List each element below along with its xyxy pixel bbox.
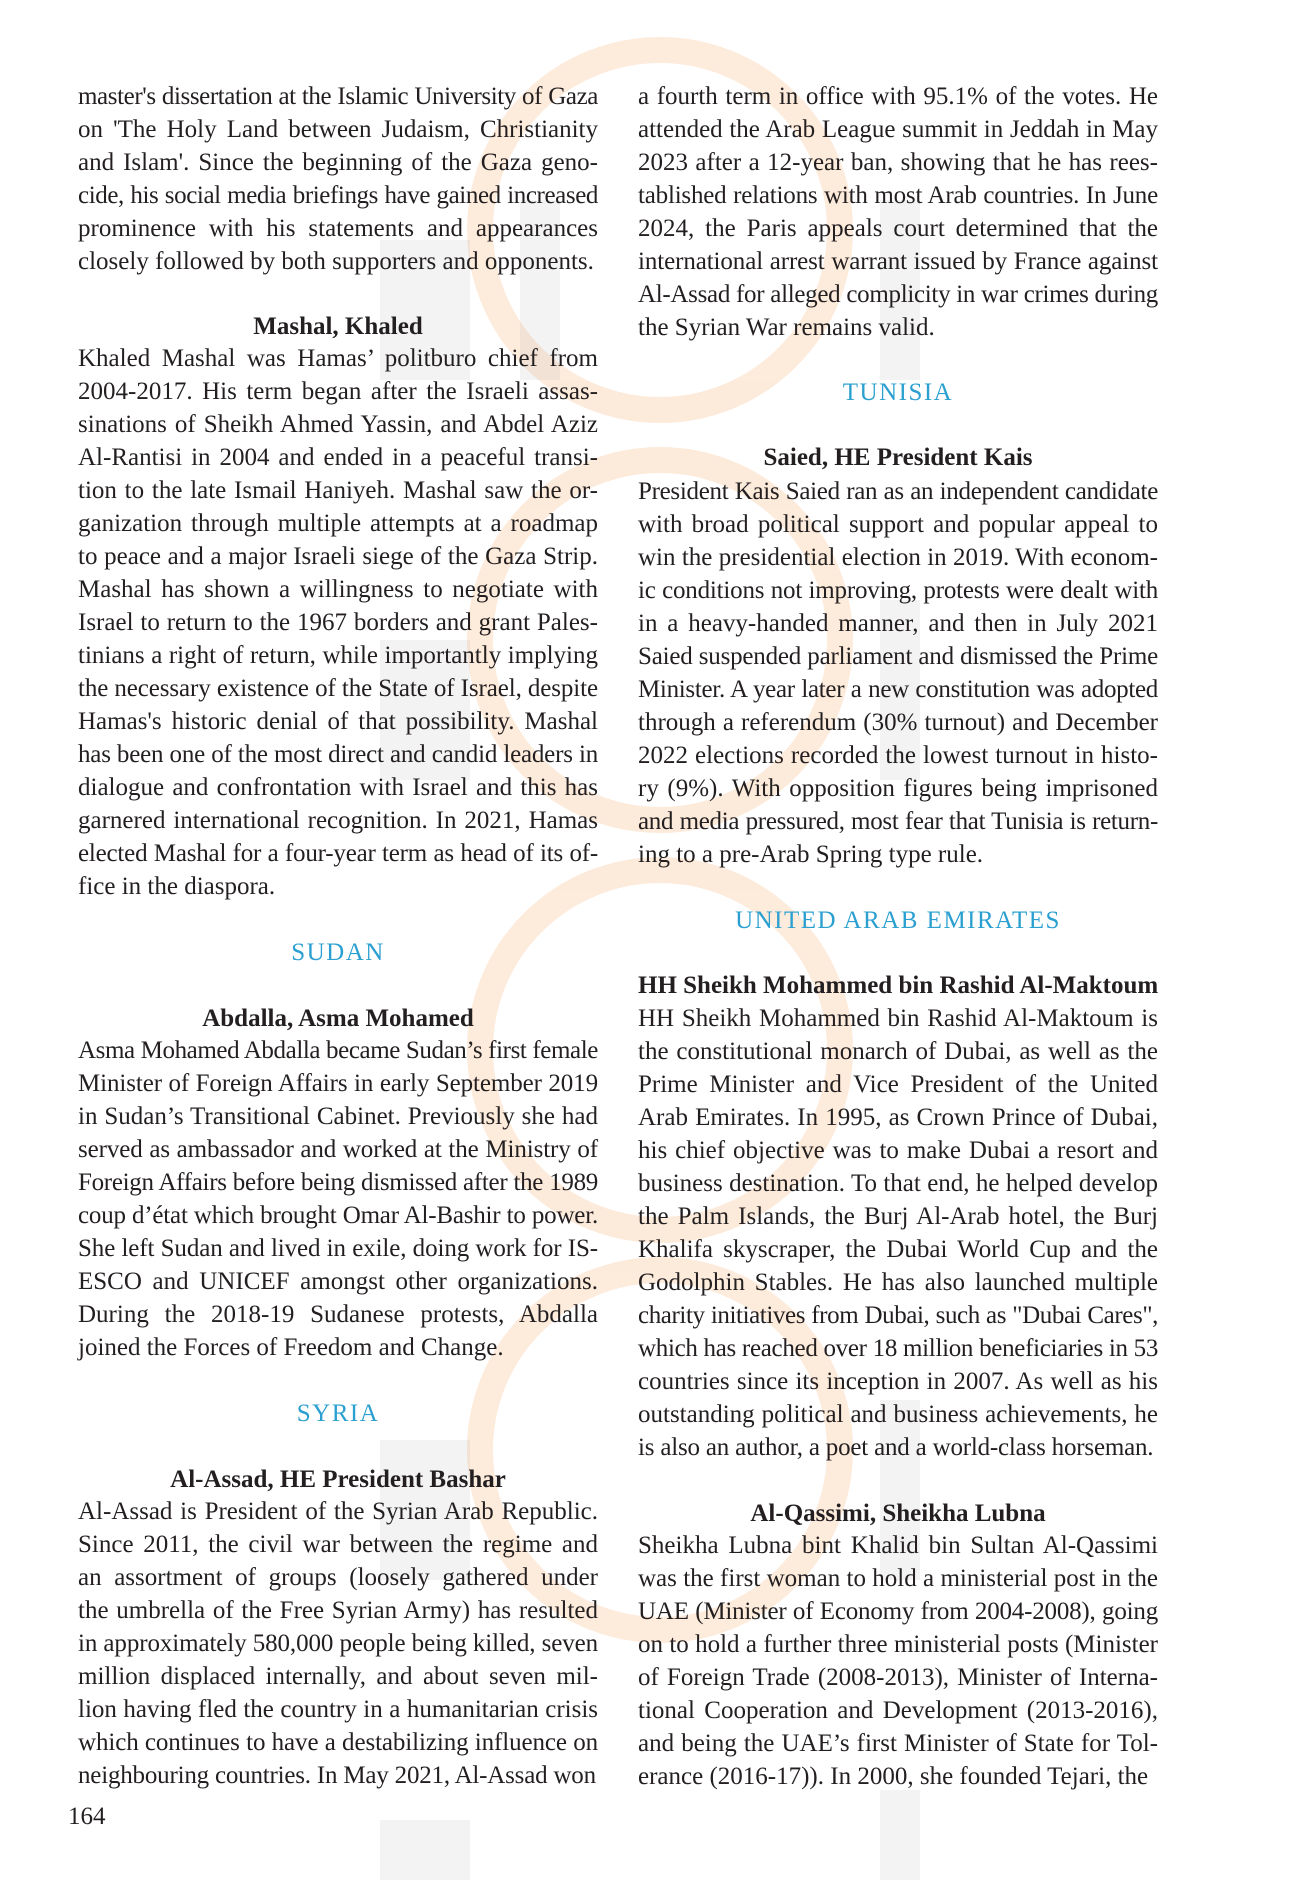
text-line: the Palm Islands, the Burj Al-Arab hotel, the Burj: [638, 1203, 1158, 1230]
text-line: and being the UAE’s first Minister of State for Tol-: [638, 1730, 1158, 1757]
text-line: outstanding political and business achievements, he: [638, 1401, 1158, 1428]
text-line: 2023 after a 12-year ban, showing that he has rees-: [638, 149, 1158, 176]
text-line: tablished relations with most Arab countries. In June: [638, 182, 1158, 209]
text-line: and media pressured, most fear that Tunisia is return-: [638, 808, 1158, 835]
text-line: Sheikha Lubna bint Khalid bin Sultan Al-Qassimi: [638, 1532, 1158, 1559]
text-line: ic conditions not improving, protests were dealt with: [638, 577, 1158, 604]
entry-heading-tunisia: Saied, HE President Kais: [763, 444, 1033, 471]
text-line: Since 2011, the civil war between the regime and: [78, 1531, 598, 1558]
text-line: in approximately 580,000 people being killed, seven: [78, 1630, 598, 1657]
text-line: During the 2018-19 Sudanese protests, Abdalla: [78, 1301, 598, 1328]
section-heading-syria: SYRIA: [296, 1400, 380, 1427]
paragraph-sudan: [78, 1034, 598, 1364]
text-line: charity initiatives from Dubai, such as "Dubai Cares",: [638, 1302, 1158, 1329]
text-line: ing to a pre-Arab Spring type rule.: [638, 841, 984, 868]
text-line: and Islam'. Since the beginning of the Gaza geno-: [78, 149, 598, 176]
text-line: ganization through multiple attempts at a roadmap: [78, 510, 598, 537]
text-line: international arrest warrant issued by France against: [638, 248, 1158, 275]
section-heading-uae: UNITED ARAB EMIRATES: [735, 907, 1061, 934]
entry-heading-syria: Al-Assad, HE President Bashar: [170, 1466, 506, 1493]
text-line: UAE (Minister of Economy from 2004-2008), going: [638, 1598, 1158, 1625]
section-heading-sudan: SUDAN: [291, 939, 385, 966]
text-line: in a heavy-handed manner, and then in July 2021: [638, 610, 1158, 637]
text-line: tional Cooperation and Development (2013-2016),: [638, 1697, 1158, 1724]
paragraph-uae: [638, 1002, 1158, 1464]
text-line: Godolphin Stables. He has also launched multiple: [638, 1269, 1158, 1296]
text-line: Khalifa skyscraper, the Dubai World Cup and the: [638, 1236, 1158, 1263]
text-line: HH Sheikh Mohammed bin Rashid Al-Maktoum is: [638, 1005, 1158, 1032]
text-line: Al-Rantisi in 2004 and ended in a peaceful transi-: [78, 444, 598, 471]
text-line: has been one of the most direct and candid leaders in: [78, 741, 598, 768]
text-line: ESCO and UNICEF amongst other organizations.: [78, 1268, 598, 1295]
text-line: on 'The Holy Land between Judaism, Christianity: [78, 116, 598, 143]
text-line: in Sudan’s Transitional Cabinet. Previously she had: [78, 1103, 598, 1130]
text-line: garnered international recognition. In 2021, Hamas: [78, 807, 598, 834]
text-line: master's dissertation at the Islamic University of Gaza: [78, 83, 598, 110]
text-line: ry (9%). With opposition figures being imprisoned: [638, 775, 1158, 802]
text-line: business destination. To that end, he helped develop: [638, 1170, 1158, 1197]
text-line: Minister. A year later a new constitution was adopted: [638, 676, 1158, 703]
paragraph-syria: [78, 1495, 598, 1792]
text-line: fice in the diaspora.: [78, 873, 276, 900]
text-line: She left Sudan and lived in exile, doing work for IS-: [78, 1235, 598, 1262]
paragraph-mashal: [78, 342, 598, 903]
paragraph-intro: [78, 80, 598, 278]
text-line: joined the Forces of Freedom and Change.: [78, 1334, 504, 1361]
text-line: Foreign Affairs before being dismissed after the 1989: [78, 1169, 598, 1196]
text-line: lion having fled the country in a humanitarian crisis: [78, 1696, 598, 1723]
entry-heading-mashal: Mashal, Khaled: [253, 313, 423, 340]
text-line: cide, his social media briefings have gained increased: [78, 182, 598, 209]
text-line: 2024, the Paris appeals court determined that the: [638, 215, 1158, 242]
text-line: 2022 elections recorded the lowest turnout in histo-: [638, 742, 1158, 769]
text-line: 2004-2017. His term began after the Israeli assas-: [78, 378, 598, 405]
text-line: million displaced internally, and about seven mil-: [78, 1663, 598, 1690]
entry-heading-sudan: Abdalla, Asma Mohamed: [202, 1005, 474, 1032]
text-line: through a referendum (30% turnout) and December: [638, 709, 1158, 736]
text-line: Prime Minister and Vice President of the United: [638, 1071, 1158, 1098]
text-line: tion to the late Ismail Haniyeh. Mashal saw the or-: [78, 477, 598, 504]
text-line: the necessary existence of the State of Israel, despite: [78, 675, 598, 702]
text-line: prominence with his statements and appearances: [78, 215, 598, 242]
section-heading-tunisia: TUNISIA: [842, 379, 954, 406]
text-line: erance (2016-17)). In 2000, she founded Tejari, the: [638, 1763, 1149, 1790]
paragraph-assad_cont: [638, 80, 1158, 344]
text-line: a fourth term in office with 95.1% of the votes. He: [638, 83, 1158, 110]
text-line: Khaled Mashal was Hamas’ politburo chief from: [78, 345, 598, 372]
text-line: Al-Assad is President of the Syrian Arab Republic.: [78, 1498, 598, 1525]
text-line: of Foreign Trade (2008-2013), Minister of Interna-: [638, 1664, 1158, 1691]
text-line: attended the Arab League summit in Jeddah in May: [638, 116, 1158, 143]
text-line: closely followed by both supporters and opponents.: [78, 248, 594, 275]
text-line: Israel to return to the 1967 borders and grant Pales-: [78, 609, 598, 636]
entry-heading-qassimi: Al-Qassimi, Sheikha Lubna: [750, 1500, 1046, 1527]
text-line: Hamas's historic denial of that possibility. Mashal: [78, 708, 598, 735]
text-line: Minister of Foreign Affairs in early September 2019: [78, 1070, 598, 1097]
text-line: on to hold a further three ministerial posts (Minister: [638, 1631, 1158, 1658]
text-line: coup d’état which brought Omar Al-Bashir to power.: [78, 1202, 598, 1229]
paragraph-tunisia: [638, 475, 1158, 871]
text-line: was the first woman to hold a ministerial post in the: [638, 1565, 1158, 1592]
text-line: elected Mashal for a four-year term as head of its of-: [78, 840, 598, 867]
entry-heading-uae: HH Sheikh Mohammed bin Rashid Al-Maktoum: [638, 972, 1159, 999]
text-line: win the presidential election in 2019. With econom-: [638, 544, 1158, 571]
text-line: dialogue and confrontation with Israel and this has: [78, 774, 598, 801]
text-line: his chief objective was to make Dubai a resort and: [638, 1137, 1158, 1164]
text-line: which continues to have a destabilizing influence on: [78, 1729, 598, 1756]
text-line: sinations of Sheikh Ahmed Yassin, and Abdel Aziz: [78, 411, 598, 438]
text-line: Mashal has shown a willingness to negotiate with: [78, 576, 598, 603]
text-line: is also an author, a poet and a world-class horseman.: [638, 1434, 1154, 1461]
text-line: Asma Mohamed Abdalla became Sudan’s first female: [78, 1037, 598, 1064]
text-line: Arab Emirates. In 1995, as Crown Prince of Dubai,: [638, 1104, 1158, 1131]
text-line: to peace and a major Israeli siege of the Gaza Strip.: [78, 543, 598, 570]
text-line: with broad political support and popular appeal to: [638, 511, 1158, 538]
text-line: served as ambassador and worked at the Ministry of: [78, 1136, 598, 1163]
text-line: the Syrian War remains valid.: [638, 314, 935, 341]
text-line: Al-Assad for alleged complicity in war crimes during: [638, 281, 1158, 308]
page-number: 164: [68, 1803, 106, 1830]
text-line: countries since its inception in 2007. As well as his: [638, 1368, 1158, 1395]
text-line: an assortment of groups (loosely gathered under: [78, 1564, 598, 1591]
text-line: which has reached over 18 million beneficiaries in 53: [638, 1335, 1159, 1362]
text-line: tinians a right of return, while importantly implying: [78, 642, 598, 669]
text-line: President Kais Saied ran as an independent candidate: [638, 478, 1158, 505]
paragraph-qassimi: [638, 1529, 1158, 1793]
text-line: the constitutional monarch of Dubai, as well as the: [638, 1038, 1158, 1065]
text-line: neighbouring countries. In May 2021, Al-Assad won: [78, 1762, 596, 1789]
text-line: Saied suspended parliament and dismissed the Prime: [638, 643, 1158, 670]
text-line: the umbrella of the Free Syrian Army) has resulted: [78, 1597, 598, 1624]
